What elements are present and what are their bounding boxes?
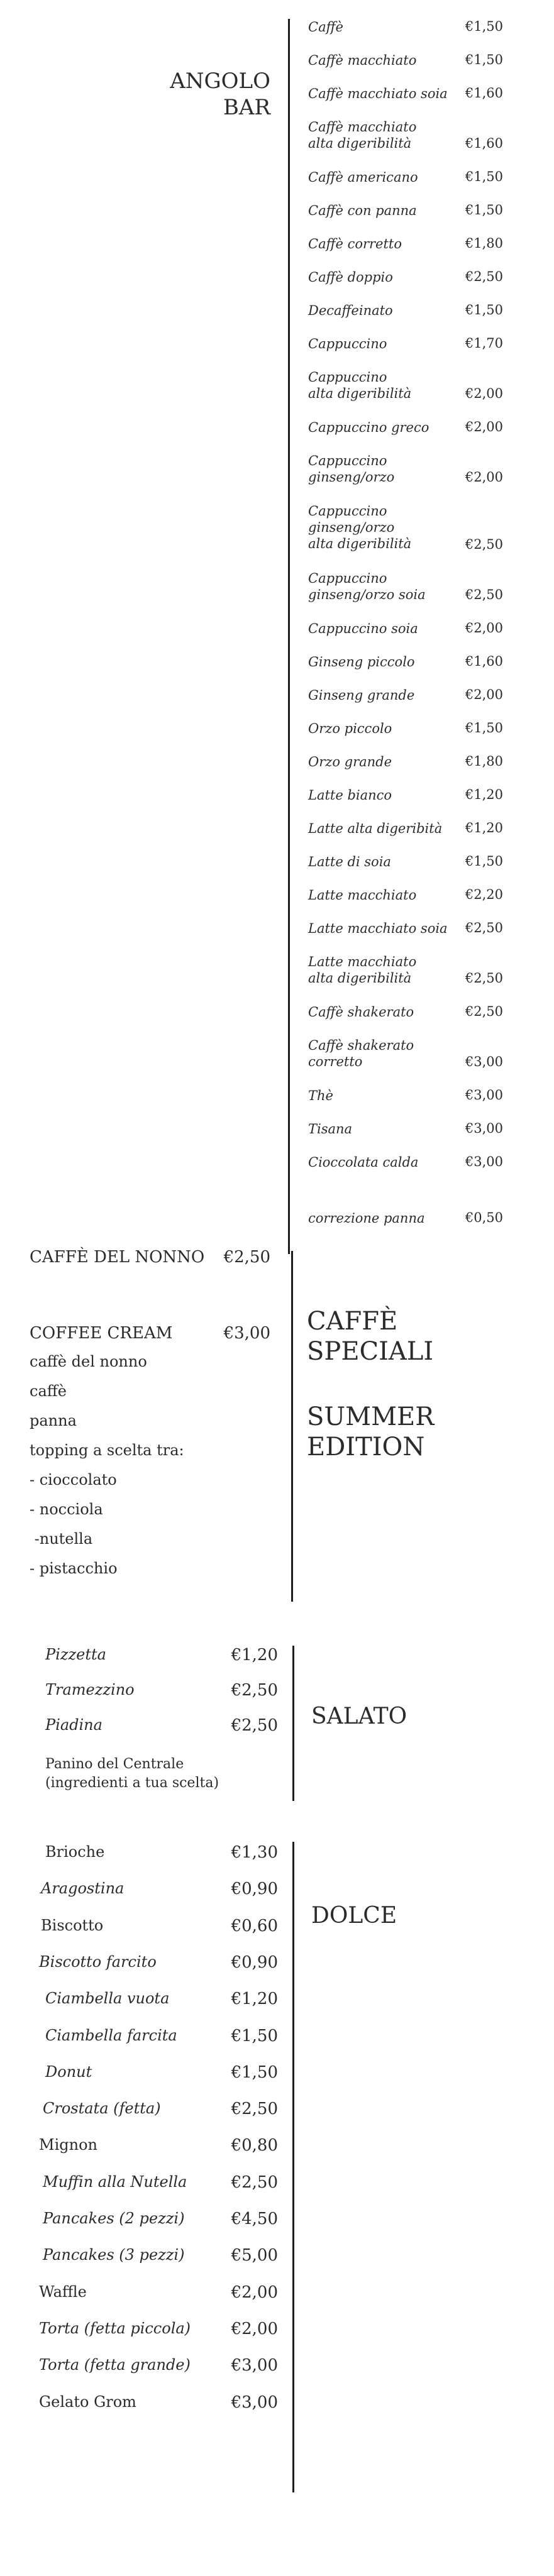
bar-item-price: €2,50: [465, 587, 503, 602]
bar-item-price: €3,00: [465, 1154, 503, 1169]
bar-item-name: Caffè corretto: [308, 236, 402, 251]
bar-item-name: Caffè: [308, 19, 343, 35]
dolce-item-name: Pancakes (3 pezzi): [43, 2246, 185, 2264]
bar-item-price: €3,00: [465, 1121, 503, 1136]
bar-item-price: €3,00: [465, 1087, 503, 1103]
bar-item-name: Cappuccino: [308, 336, 387, 351]
dolce-item-price: €5,00: [231, 2246, 278, 2265]
bar-item-price: €1,60: [465, 654, 503, 669]
salato-item-price: €2,50: [231, 1716, 278, 1735]
dolce-item-name: Pancakes (2 pezzi): [43, 2210, 185, 2227]
caffe-speciali-title: CAFFÈ SPECIALI: [307, 1307, 434, 1366]
dolce-item-price: €0,60: [231, 1916, 278, 1935]
bar-item-name: Latte macchiato soia: [308, 921, 448, 936]
bar-item-price: €2,50: [465, 920, 503, 935]
bar-menu-item: [308, 654, 509, 670]
coffee-cream-line: - pistacchio: [30, 1560, 118, 1577]
dolce-item-price: €2,50: [231, 2172, 278, 2192]
bar-item-price: €2,00: [465, 470, 503, 485]
bar-item-name: Caffè con panna: [308, 203, 417, 218]
caffe-del-nonno-name: CAFFÈ DEL NONNO: [30, 1248, 205, 1267]
bar-item-price: €2,50: [465, 1004, 503, 1019]
bar-item-name: Cappuccino alta digeribilità: [308, 370, 412, 401]
bar-item-name: correzione panna: [308, 1211, 425, 1226]
angolo-bar-divider: [288, 19, 290, 1254]
bar-menu-item: [308, 920, 509, 937]
bar-menu-item: [308, 1087, 509, 1104]
dolce-item-price: €0,90: [231, 1880, 278, 1899]
coffee-cream-line: topping a scelta tra:: [30, 1441, 184, 1459]
bar-item-name: Cappuccino ginseng/orzo: [308, 453, 395, 485]
bar-menu-item: [308, 302, 509, 319]
bar-item-name: Decaffeinato: [308, 303, 393, 318]
angolo-bar-title: ANGOLO BAR: [170, 69, 270, 120]
dolce-title: DOLCE: [311, 1903, 397, 1929]
dolce-item-name: Torta (fetta grande): [39, 2356, 191, 2374]
bar-item-name: Caffè doppio: [308, 270, 393, 285]
bar-menu-item: [308, 169, 509, 185]
dolce-item-name: Ciambella farcita: [45, 2026, 177, 2044]
bar-menu-item: [308, 85, 509, 102]
bar-menu-item: [308, 336, 509, 352]
bar-menu-item: [308, 119, 509, 151]
bar-menu-item: [308, 19, 509, 35]
bar-menu-item: [308, 620, 509, 637]
bar-item-price: €1,80: [465, 236, 503, 251]
bar-item-price: €2,00: [465, 386, 503, 401]
bar-item-name: Cappuccino greco: [308, 420, 429, 435]
dolce-item-name: Donut: [45, 2062, 92, 2081]
bar-item-price: €2,50: [465, 269, 503, 284]
bar-item-name: Cioccolata calda: [308, 1155, 419, 1170]
coffee-cream-price: €3,00: [223, 1324, 270, 1343]
bar-item-name: Caffè macchiato: [308, 53, 417, 68]
bar-item-name: Latte alta digeribità: [308, 821, 443, 836]
bar-menu-item: [308, 369, 509, 402]
dolce-item-name: Torta (fetta piccola): [39, 2319, 191, 2337]
bar-menu-item: [308, 1121, 509, 1137]
bar-item-price: €2,20: [465, 887, 503, 902]
bar-item-price: €1,70: [465, 336, 503, 351]
coffee-cream-line: caffè: [30, 1382, 67, 1400]
bar-menu-item: [308, 570, 509, 603]
bar-item-name: Caffè shakerato: [308, 1005, 414, 1020]
dolce-item-name: Muffin alla Nutella: [43, 2172, 187, 2191]
caffe-del-nonno-price: €2,50: [223, 1248, 270, 1267]
coffee-cream-line: - nocciola: [30, 1500, 103, 1518]
bar-item-price: €1,50: [465, 19, 503, 34]
salato-item-price: €1,20: [231, 1646, 278, 1665]
bar-menu-item: [308, 787, 509, 803]
bar-item-price: €1,50: [465, 854, 503, 869]
bar-menu-item: [308, 820, 509, 837]
bar-menu-item: [308, 720, 509, 737]
coffee-cream-line: -nutella: [30, 1530, 93, 1548]
bar-item-price: €2,00: [465, 687, 503, 702]
bar-menu-item: [308, 1154, 509, 1170]
coffee-cream-line: - cioccolato: [30, 1471, 117, 1489]
bar-item-name: Caffè macchiato soia: [308, 86, 448, 101]
bar-item-name: Latte di soia: [308, 854, 391, 869]
bar-item-price: €1,50: [465, 720, 503, 735]
bar-item-name: Orzo piccolo: [308, 721, 392, 736]
bar-item-price: €1,80: [465, 754, 503, 769]
bar-item-name: Cappuccino ginseng/orzo alta digeribilità: [308, 504, 412, 551]
bar-item-price: €1,50: [465, 302, 503, 317]
summer-edition-title: SUMMER EDITION: [307, 1402, 435, 1461]
bar-menu-item: [308, 954, 509, 986]
bar-item-name: Latte macchiato: [308, 888, 417, 903]
bar-item-price: €2,00: [465, 620, 503, 636]
dolce-item-name: Ciambella vuota: [45, 1990, 170, 2008]
bar-item-name: Latte bianco: [308, 788, 392, 803]
bar-item-price: €2,50: [465, 971, 503, 986]
bar-item-price: €1,50: [465, 202, 503, 217]
coffee-cream-line: caffè del nonno: [30, 1353, 147, 1370]
bar-menu-item: [308, 202, 509, 219]
bar-item-price: €1,20: [465, 820, 503, 835]
caffe-speciali-divider: [291, 1251, 293, 1602]
bar-item-name: Latte macchiato alta digeribilità: [308, 954, 417, 986]
bar-menu-item: [308, 269, 509, 285]
bar-item-name: Cappuccino soia: [308, 621, 418, 636]
bar-item-name: Ginseng grande: [308, 688, 415, 703]
dolce-item-price: €0,80: [231, 2136, 278, 2155]
dolce-item-name: Brioche: [45, 1843, 105, 1861]
dolce-item-price: €1,50: [231, 2062, 278, 2082]
bar-item-name: Tisana: [308, 1121, 353, 1137]
dolce-item-name: Biscotto farcito: [39, 1952, 157, 1971]
bar-item-price: €1,50: [465, 169, 503, 184]
dolce-item-price: €3,00: [231, 2392, 278, 2412]
bar-menu-item: [308, 503, 509, 552]
salato-item-name: Piadina: [45, 1716, 102, 1734]
panino-del-centrale: Panino del Centrale (ingredienti a tua scelta): [45, 1756, 219, 1791]
bar-item-price: €3,00: [465, 1054, 503, 1069]
bar-menu-item: [308, 854, 509, 870]
bar-item-price: €2,50: [465, 537, 503, 552]
bar-item-name: Caffè macchiato alta digeribilità: [308, 119, 417, 151]
dolce-item-name: Waffle: [39, 2282, 87, 2301]
dolce-item-name: Biscotto: [41, 1916, 104, 1934]
bar-item-name: Ginseng piccolo: [308, 654, 415, 669]
bar-menu-item: [308, 754, 509, 770]
bar-menu-item: [308, 1037, 509, 1070]
dolce-item-name: Gelato Grom: [39, 2392, 136, 2411]
salato-divider: [292, 1646, 294, 1801]
bar-menu-item: [308, 453, 509, 485]
bar-item-price: €0,50: [465, 1210, 503, 1225]
bar-menu-item: [308, 52, 509, 69]
bar-menu-item: [308, 1210, 509, 1226]
bar-item-name: Caffè americano: [308, 170, 418, 185]
salato-title: SALATO: [311, 1704, 407, 1729]
bar-item-price: €1,20: [465, 787, 503, 802]
dolce-item-price: €2,00: [231, 2319, 278, 2338]
bar-item-price: €1,50: [465, 52, 503, 67]
dolce-item-price: €1,50: [231, 2026, 278, 2045]
salato-item-name: Tramezzino: [45, 1681, 135, 1698]
bar-menu-item: [308, 1004, 509, 1020]
dolce-item-price: €2,00: [231, 2282, 278, 2302]
bar-menu-item: [308, 887, 509, 903]
bar-item-name: Thè: [308, 1088, 333, 1103]
salato-item-name: Pizzetta: [45, 1646, 106, 1663]
dolce-item-price: €3,00: [231, 2356, 278, 2375]
coffee-cream-name: COFFEE CREAM: [30, 1324, 173, 1343]
bar-item-name: Cappuccino ginseng/orzo soia: [308, 571, 426, 602]
bar-item-name: Orzo grande: [308, 754, 392, 769]
bar-item-price: €2,00: [465, 419, 503, 434]
bar-menu-item: [308, 236, 509, 252]
bar-item-price: €1,60: [465, 136, 503, 151]
coffee-cream-line: panna: [30, 1412, 77, 1429]
dolce-item-price: €1,30: [231, 1843, 278, 1862]
dolce-item-price: €1,20: [231, 1990, 278, 2009]
salato-item-price: €2,50: [231, 1681, 278, 1700]
dolce-item-name: Aragostina: [41, 1880, 125, 1898]
bar-item-price: €1,60: [465, 85, 503, 101]
dolce-item-name: Mignon: [39, 2136, 97, 2154]
dolce-item-price: €4,50: [231, 2210, 278, 2228]
dolce-item-price: €2,50: [231, 2100, 278, 2119]
dolce-divider: [292, 1842, 294, 2492]
dolce-item-price: €0,90: [231, 1952, 278, 1972]
bar-item-name: Caffè shakerato corretto: [308, 1038, 414, 1069]
bar-menu-item: [308, 419, 509, 436]
bar-menu-item: [308, 687, 509, 703]
dolce-item-name: Crostata (fetta): [43, 2100, 161, 2118]
